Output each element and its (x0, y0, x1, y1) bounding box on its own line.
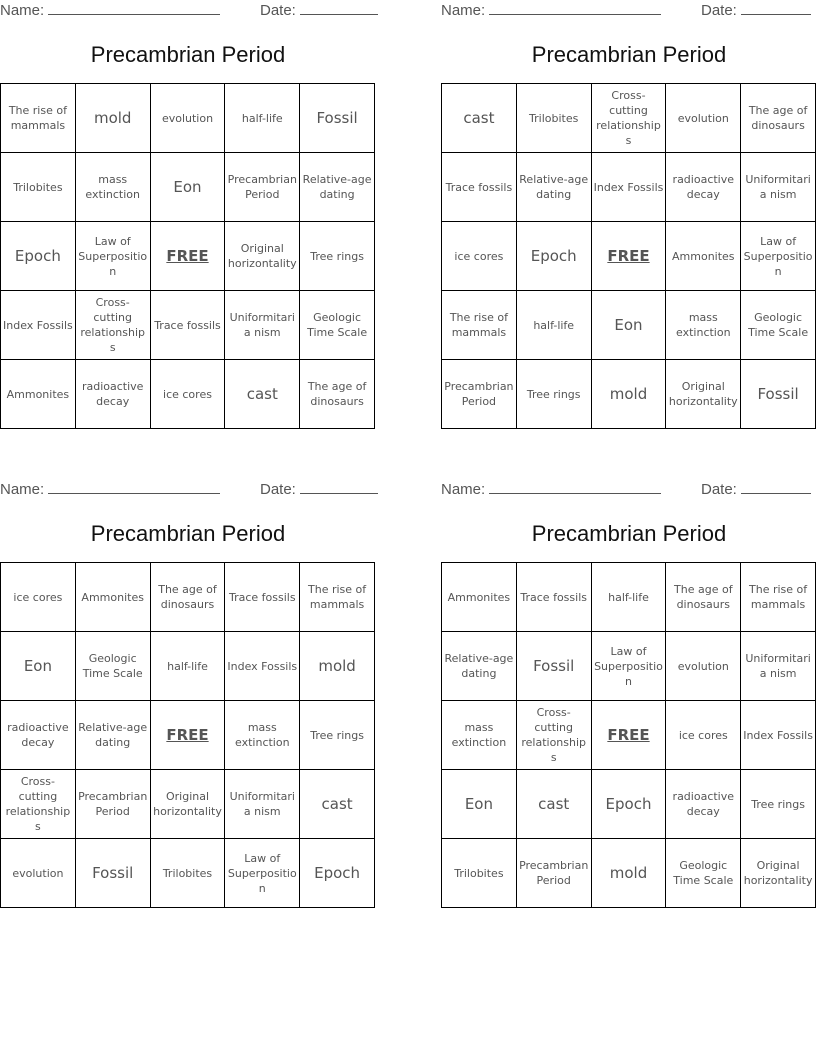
bingo-cell: evolution (1, 839, 76, 908)
bingo-cell: Uniformitaria nism (741, 153, 816, 222)
bingo-cell: Tree rings (300, 701, 375, 770)
bingo-cell: cast (300, 770, 375, 839)
bingo-cell: Cross-cutting relationships (591, 84, 666, 153)
bingo-cell: Geologic Time Scale (741, 291, 816, 360)
bingo-cell: Trilobites (516, 84, 591, 153)
bingo-cell: half-life (591, 563, 666, 632)
bingo-row (442, 770, 816, 839)
bingo-cell: Epoch (516, 222, 591, 291)
bingo-cell: ice cores (1, 563, 76, 632)
bingo-cell: Uniformitaria nism (225, 770, 300, 839)
bingo-cell: mold (300, 632, 375, 701)
bingo-cell: Index Fossils (1, 291, 76, 360)
bingo-row (442, 222, 816, 291)
bingo-cell: mold (591, 360, 666, 429)
bingo-cell: Epoch (300, 839, 375, 908)
bingo-cell: Epoch (1, 222, 76, 291)
date-field[interactable]: Date: (260, 481, 378, 498)
bingo-card-4 (441, 479, 816, 908)
free-space-cell: FREE (150, 222, 225, 291)
bingo-cell: ice cores (442, 222, 517, 291)
bingo-cell: Fossil (516, 632, 591, 701)
bingo-cell: mold (591, 839, 666, 908)
bingo-cell: Geologic Time Scale (300, 291, 375, 360)
name-field[interactable]: Name: (441, 481, 661, 498)
bingo-cell: Original horizontality (741, 839, 816, 908)
bingo-cell: The age of dinosaurs (666, 563, 741, 632)
bingo-cell: Eon (150, 153, 225, 222)
bingo-cell: The rise of mammals (1, 84, 76, 153)
bingo-cell: Relative-age dating (300, 153, 375, 222)
bingo-cell: Law of Superposition (75, 222, 150, 291)
bingo-cell: evolution (150, 84, 225, 153)
bingo-row (442, 563, 816, 632)
card-header (441, 479, 816, 501)
bingo-cell: ice cores (150, 360, 225, 429)
bingo-cell: Precambrian Period (225, 153, 300, 222)
bingo-grid (0, 83, 375, 429)
bingo-cell: cast (225, 360, 300, 429)
bingo-cell: The age of dinosaurs (741, 84, 816, 153)
bingo-cell: radioactive decay (75, 360, 150, 429)
free-space-cell: FREE (591, 222, 666, 291)
date-field[interactable]: Date: (701, 481, 811, 498)
bingo-cell: Tree rings (300, 222, 375, 291)
card-title: Precambrian Period (90, 521, 286, 546)
bingo-cell: Uniformitaria nism (225, 291, 300, 360)
bingo-cell: The rise of mammals (300, 563, 375, 632)
bingo-cell: Index Fossils (741, 701, 816, 770)
bingo-cell: mass extinction (666, 291, 741, 360)
bingo-cell: Relative-age dating (442, 632, 517, 701)
bingo-cell: mass extinction (225, 701, 300, 770)
date-field[interactable]: Date: (701, 2, 811, 19)
bingo-cell: cast (442, 84, 517, 153)
bingo-grid (0, 562, 375, 908)
bingo-cell: radioactive decay (666, 153, 741, 222)
bingo-cell: Fossil (75, 839, 150, 908)
free-space-cell: FREE (150, 701, 225, 770)
bingo-cell: evolution (666, 84, 741, 153)
bingo-cell: Cross-cutting relationships (1, 770, 76, 839)
bingo-cell: mass extinction (75, 153, 150, 222)
bingo-cell: Trilobites (442, 839, 517, 908)
name-field[interactable]: Name: (0, 481, 220, 498)
bingo-row (442, 153, 816, 222)
bingo-row (1, 632, 375, 701)
bingo-row (1, 153, 375, 222)
bingo-cell: Ammonites (442, 563, 517, 632)
bingo-cell: Eon (1, 632, 76, 701)
bingo-cell: Index Fossils (591, 153, 666, 222)
bingo-row (1, 222, 375, 291)
free-space-cell: FREE (591, 701, 666, 770)
bingo-cell: mass extinction (442, 701, 517, 770)
bingo-row (1, 770, 375, 839)
bingo-cell: Fossil (741, 360, 816, 429)
bingo-cell: Ammonites (75, 563, 150, 632)
bingo-cell: Original horizontality (225, 222, 300, 291)
bingo-cell: evolution (666, 632, 741, 701)
bingo-cell: Cross-cutting relationships (516, 701, 591, 770)
bingo-cell: Precambrian Period (442, 360, 517, 429)
bingo-cell: Precambrian Period (75, 770, 150, 839)
bingo-row (1, 701, 375, 770)
bingo-card-1 (0, 0, 376, 429)
bingo-cell: Relative-age dating (75, 701, 150, 770)
bingo-cell: Tree rings (741, 770, 816, 839)
bingo-cell: The rise of mammals (442, 291, 517, 360)
bingo-cell: Relative-age dating (516, 153, 591, 222)
date-field[interactable]: Date: (260, 2, 378, 19)
bingo-cell: The rise of mammals (741, 563, 816, 632)
bingo-cell: Geologic Time Scale (666, 839, 741, 908)
bingo-cell: Law of Superposition (225, 839, 300, 908)
bingo-row (442, 701, 816, 770)
bingo-cell: Trace fossils (516, 563, 591, 632)
bingo-cell: Law of Superposition (741, 222, 816, 291)
bingo-card-3 (0, 479, 376, 908)
card-title: Precambrian Period (90, 42, 286, 67)
card-header (441, 0, 816, 22)
bingo-cell: radioactive decay (1, 701, 76, 770)
card-title: Precambrian Period (531, 42, 727, 67)
bingo-cell: Eon (442, 770, 517, 839)
bingo-row (1, 839, 375, 908)
bingo-cell: Precambrian Period (516, 839, 591, 908)
bingo-row (442, 632, 816, 701)
bingo-row (1, 563, 375, 632)
bingo-cell: Index Fossils (225, 632, 300, 701)
bingo-row (1, 291, 375, 360)
bingo-cell: The age of dinosaurs (150, 563, 225, 632)
bingo-cell: Trilobites (1, 153, 76, 222)
bingo-cell: Trace fossils (150, 291, 225, 360)
bingo-row (442, 291, 816, 360)
bingo-cell: Tree rings (516, 360, 591, 429)
bingo-cell: radioactive decay (666, 770, 741, 839)
bingo-cell: Geologic Time Scale (75, 632, 150, 701)
bingo-cell: Ammonites (666, 222, 741, 291)
bingo-cell: half-life (516, 291, 591, 360)
bingo-cell: Law of Superposition (591, 632, 666, 701)
bingo-cell: mold (75, 84, 150, 153)
bingo-row (442, 84, 816, 153)
bingo-cell: cast (516, 770, 591, 839)
bingo-row (1, 360, 375, 429)
bingo-cell: Epoch (591, 770, 666, 839)
bingo-grid (441, 562, 816, 908)
bingo-row (442, 839, 816, 908)
bingo-cell: Fossil (300, 84, 375, 153)
bingo-row (1, 84, 375, 153)
bingo-grid (441, 83, 816, 429)
bingo-cell: Ammonites (1, 360, 76, 429)
bingo-cell: ice cores (666, 701, 741, 770)
bingo-cell: Original horizontality (666, 360, 741, 429)
bingo-cell: The age of dinosaurs (300, 360, 375, 429)
bingo-row (442, 360, 816, 429)
bingo-cell: Trace fossils (442, 153, 517, 222)
bingo-cell: Uniformitaria nism (741, 632, 816, 701)
bingo-cell: Eon (591, 291, 666, 360)
bingo-cell: half-life (150, 632, 225, 701)
card-header (0, 0, 376, 22)
bingo-cell: half-life (225, 84, 300, 153)
name-field[interactable]: Name: (0, 2, 220, 19)
bingo-cell: Original horizontality (150, 770, 225, 839)
bingo-card-2 (441, 0, 816, 429)
bingo-cell: Cross-cutting relationships (75, 291, 150, 360)
card-header (0, 479, 376, 501)
card-title: Precambrian Period (531, 521, 727, 546)
name-field[interactable]: Name: (441, 2, 661, 19)
bingo-cell: Trace fossils (225, 563, 300, 632)
bingo-cell: Trilobites (150, 839, 225, 908)
